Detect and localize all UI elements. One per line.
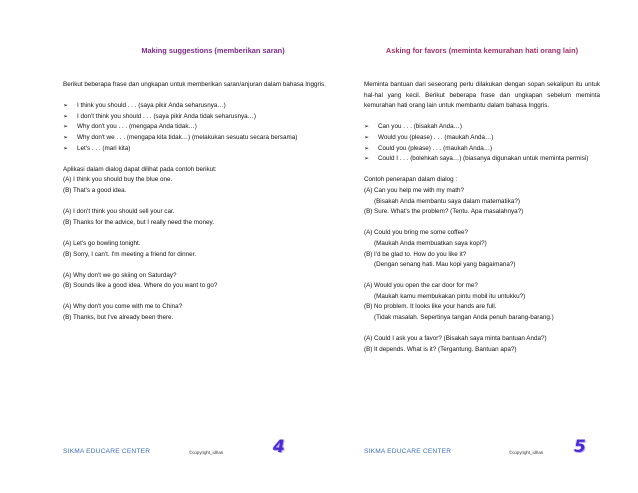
dialog-line: (A) I don't think you should sell your car. — [63, 208, 175, 216]
right-page-body — [364, 80, 600, 355]
left-page — [63, 0, 363, 493]
dialog-line: (A) Would you open the car door for me? — [364, 282, 478, 290]
dialog-line: (B) It depends. What is it? (Tergantung. Bantuan apa?) — [364, 345, 517, 353]
list-item: ➢ Would you (please) . . . (maukah Anda…) — [364, 133, 600, 144]
left-page-title: Making suggestions (memberikan saran) — [141, 46, 285, 55]
dialog-line: (A) Why don't you come with me to China? — [63, 303, 183, 311]
left-page-number: 4 — [273, 437, 285, 457]
left-intro: Berikut beberapa frase dan ungkapan untuk memberikan saran/anjuran dalam bahasa Inggris. — [63, 81, 326, 88]
dialog-translation: (Tidak masalah. Sepertinya tangan Anda penuh barang-barang.) — [374, 314, 554, 322]
list-item: ➢ Why don't we . . . (mengapa kita tidak…) (melakukan sesuatu secara bersama) — [63, 133, 363, 144]
list-item: ➢ Can you . . . (bisakah Anda…) — [364, 122, 600, 133]
left-footer-brand: SIKMA EDUCARE CENTER — [63, 448, 151, 455]
dialog-translation: (Bisakah Anda membantu saya dalam matematika?) — [374, 197, 520, 205]
right-page-title: Asking for favors (meminta kemurahan hati orang lain) — [385, 46, 579, 55]
right-example-intro: Contoh penerapan dalam dialog : — [364, 176, 458, 184]
left-page-body — [63, 80, 363, 324]
dialog-line: (B) No problem. It looks like your hands are full. — [364, 303, 497, 311]
right-page — [364, 0, 600, 493]
right-copyright: ©copyright_idhan — [509, 450, 544, 455]
left-copyright: ©copyright_idhan — [189, 450, 224, 455]
list-item: ➢ Could I . . . (bolehkah saya…) (biasanya digunakan untuk meminta permisi) — [364, 154, 600, 165]
right-footer-brand: SIKMA EDUCARE CENTER — [364, 448, 452, 455]
arrow-bullet-icon: ➢ — [63, 145, 69, 152]
arrow-bullet-icon: ➢ — [63, 134, 69, 141]
dialog-line: (B) Sorry, I can't. I'm meeting a friend for dinner. — [63, 250, 197, 258]
list-item: ➢ I don't think you should . . . (saya pikir Anda tidak seharusnya…) — [63, 112, 363, 123]
dialog-translation: (Maukah kamu membukakan pintu mobil itu untukku?) — [374, 292, 526, 300]
dialog-line: (A) Let's go bowling tonight. — [63, 239, 141, 247]
arrow-bullet-icon: ➢ — [364, 156, 370, 163]
dialog-line: (A) Can you help me with my math? — [364, 186, 464, 194]
dialog-line: (A) Could I ask you a favor? (Bisakah saya minta bantuan Anda?) — [364, 335, 547, 343]
left-example-intro: Aplikasi dalam dialog dapat dilihat pada contoh berikut: — [63, 165, 217, 173]
dialog-line: (A) Why don't we go skiing on Saturday? — [63, 271, 177, 279]
arrow-bullet-icon: ➢ — [364, 134, 370, 141]
dialog-line: (B) That's a good idea. — [63, 186, 127, 194]
dialog-translation: (Maukah Anda membuatkan saya kopi?) — [374, 239, 487, 247]
right-page-number: 5 — [574, 437, 586, 457]
dialog-line: (B) Thanks for the advice, but I really need the money. — [63, 218, 214, 226]
arrow-bullet-icon: ➢ — [364, 124, 370, 131]
dialog-line: (B) Thanks, but I've already been there. — [63, 314, 174, 322]
dialog-line: (B) Sure. What's the problem? (Tentu. Apa masalahnya?) — [364, 208, 524, 216]
list-item: ➢ Let's . . . (mari kita) — [63, 144, 363, 155]
dialog-line: (A) I think you should buy the blue one. — [63, 176, 173, 184]
arrow-bullet-icon: ➢ — [364, 145, 370, 152]
dialog-translation: (Dengan senang hati. Mau kopi yang bagaimana?) — [374, 261, 516, 269]
list-item: ➢ Could you (please) . . . (maukah Anda…) — [364, 144, 600, 155]
list-item: ➢ I think you should . . . (saya pikir Anda seharusnya…) — [63, 101, 363, 112]
right-intro: Meminta bantuan dari seseorang perlu dilakukan dengan sopan sekalipun itu untuk hal-hal yang kecil. Berikut beberapa frase dan ungkapan sebelum meminta kemurahan hati orang lain untuk membantu dalam bahasa Inggris. — [364, 81, 600, 110]
arrow-bullet-icon: ➢ — [63, 103, 69, 110]
arrow-bullet-icon: ➢ — [63, 113, 69, 120]
left-bullet-list — [63, 101, 363, 154]
arrow-bullet-icon: ➢ — [63, 124, 69, 131]
list-item: ➢ Why don't you . . . (mengapa Anda tidak…) — [63, 122, 363, 133]
dialog-line: (B) Sounds like a good idea. Where do you want to go? — [63, 282, 218, 290]
dialog-line: (B) I'd be glad to. How do you like it? — [364, 250, 467, 258]
right-bullet-list — [364, 122, 600, 164]
dialog-line: (A) Could you bring me some coffee? — [364, 229, 469, 237]
